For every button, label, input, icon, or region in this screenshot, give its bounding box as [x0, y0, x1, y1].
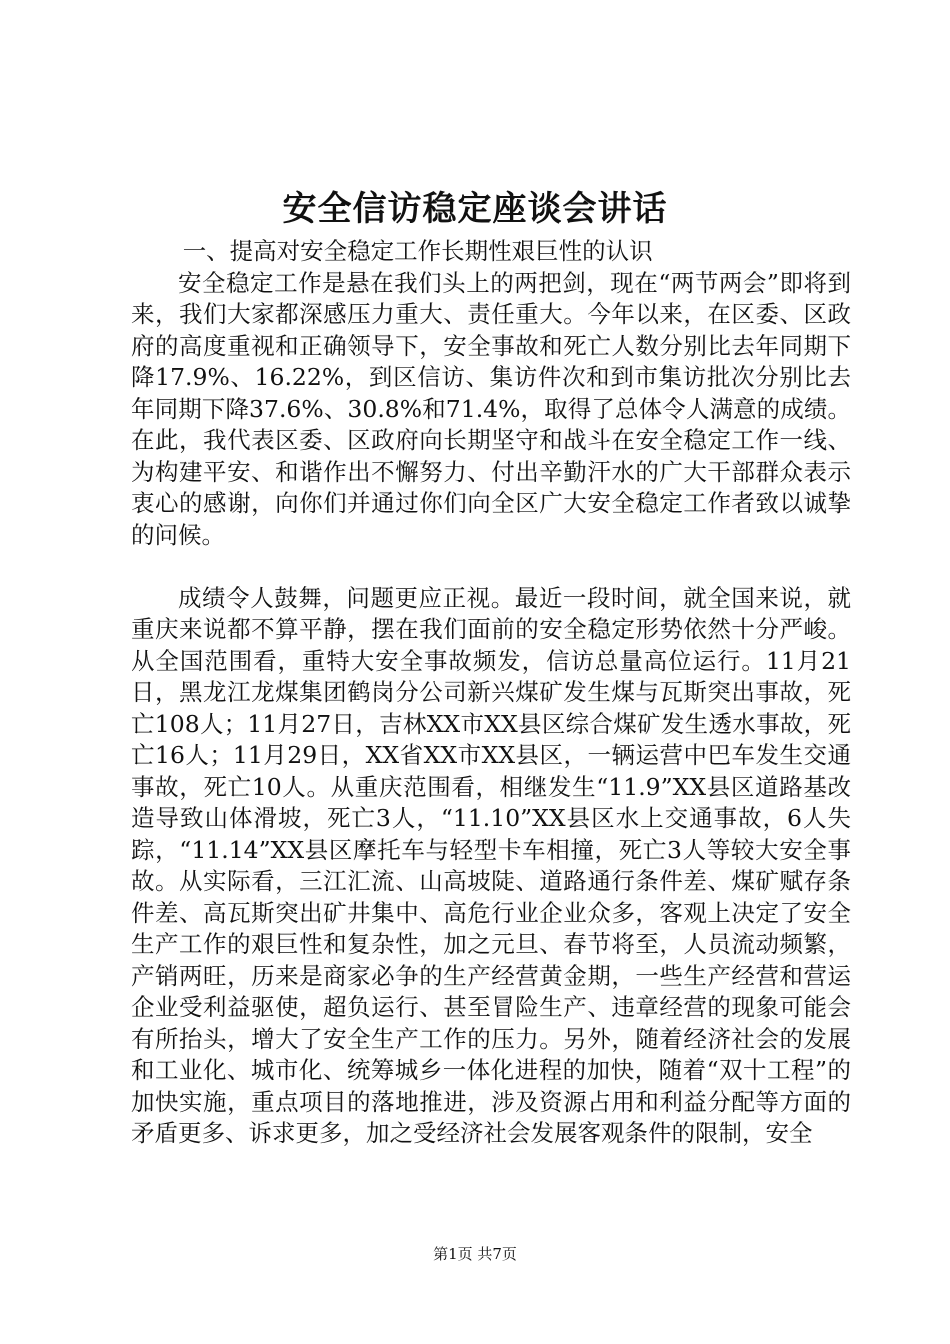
page-footer: 第1页 共7页 — [433, 1245, 517, 1263]
document-title: 安全信访稳定座谈会讲话 — [282, 189, 668, 229]
paragraph-spacer — [131, 551, 851, 583]
paragraph-2: 成绩令人鼓舞，问题更应正视。最近一段时间，就全国来说，就重庆来说都不算平静，摆在我们面前的安全稳定形势依然十分严峻。从全国范围看，重特大安全事故频发，信访总量高位运行。11月21日，黑龙江龙煤集团鹤岗分公司新兴煤矿发生煤与瓦斯突出事故，死亡108人；11月27日，吉林XX市XX县区综合煤矿发生透水事故，死亡16人；11月29日，XX省XX市XX县区，一辆运营中巴车发生交通事故，死亡10人。从重庆范围看，相继发生“11.9”XX县区道路基改造导致山体滑坡，死亡3人，“11.10”XX县区水上交通事故，6人失踪，“11.14”XX县区摩托车与轻型卡车相撞，死亡3人等较大安全事故。从实际看，三江汇流、山高坡陡、道路通行条件差、煤矿赋存条件差、高瓦斯突出矿井集中、高危行业企业众多，客观上决定了安全生产工作的艰巨性和复杂性，加之元旦、春节将至，人员流动频繁，产销两旺，历来是商家必争的生产经营黄金期，一些生产经营和营运企业受利益驱使，超负运行、甚至冒险生产、违章经营的现象可能会有所抬头，增大了安全生产工作的压力。另外，随着经济社会的发展和工业化、城市化、统筹城乡一体化进程的加快，随着“双十工程”的加快实施，重点项目的落地推进，涉及资源占用和利益分配等方面的矛盾更多、诉求更多，加之受经济社会发展客观条件的限制，安全 — [131, 583, 851, 1147]
paragraph-1: 安全稳定工作是悬在我们头上的两把剑，现在“两节两会”即将到来，我们大家都深感压力重大、责任重大。今年以来，在区委、区政府的高度重视和正确领导下，安全事故和死亡人数分别比去年同期下降17.9%、16.22%，到区信访、集访件次和到市集访批次分别比去年同期下降37.6%、30.8%和71.4%，取得了总体令人满意的成绩。在此，我代表区委、区政府向长期坚守和战斗在安全稳定工作一线、为构建平安、和谐作出不懈努力、付出辛勤汗水的广大干部群众表示衷心的感谢，向你们并通过你们向全区广大安全稳定工作者致以诚挚的问候。 — [131, 268, 851, 549]
section-heading: 一、提高对安全稳定工作长期性艰巨性的认识 — [182, 237, 653, 265]
document-body — [131, 236, 851, 1150]
